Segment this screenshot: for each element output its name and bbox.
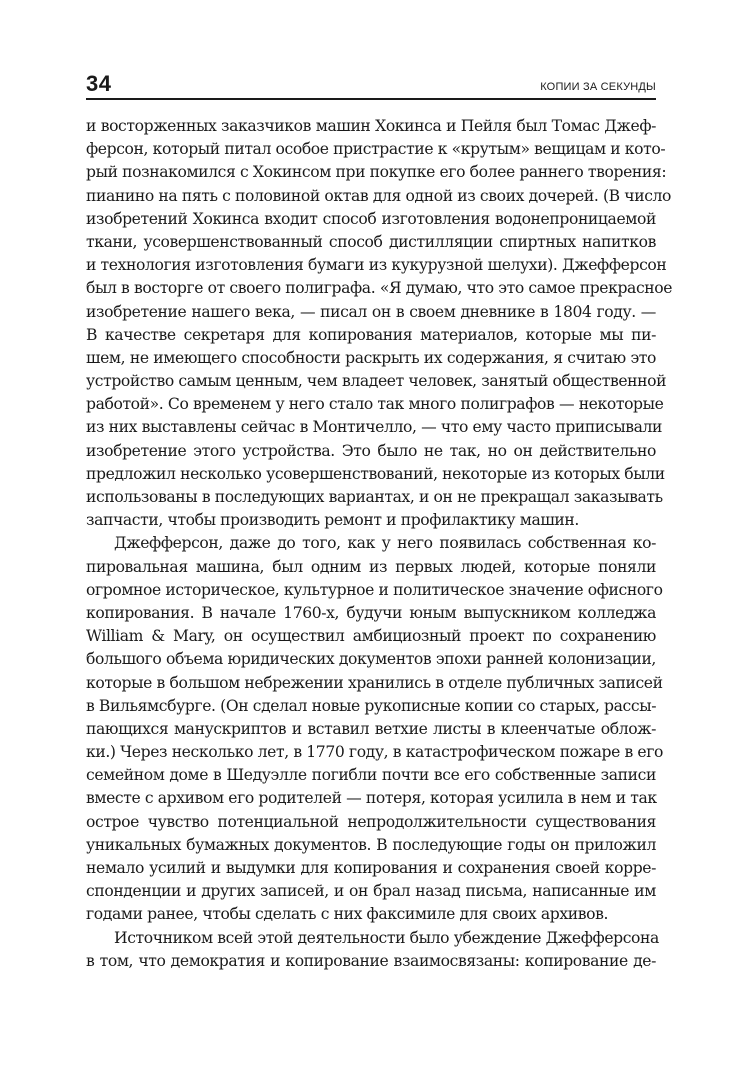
page-number: 34 [86,71,112,96]
text-line: ткани, усовершенствованный способ дистилляции спиртных напитков [86,232,656,251]
text-line: из них выставлены сейчас в Монтичелло, — что ему часто приписывали [86,418,663,437]
text-line: Джефферсон, даже до того, как у него появилась собственная ко- [114,534,656,553]
text-line: ферсон, который питал особое пристрастие к «крутым» вещицам и кото- [86,140,666,159]
running-title: КОПИИ ЗА СЕКУНДЫ [540,81,656,93]
text-line: большого объема юридических документов эпохи ранней колонизации, [86,650,656,669]
text-line: пировальная машина, был одним из первых людей, которые поняли [86,557,656,576]
text-line: ки.) Через несколько лет, в 1770 году, в катастрофическом пожаре в его [86,743,664,762]
text-line: огромное историческое, культурное и политическое значение офисного [86,580,663,599]
text-line: был в восторге от своего полиграфа. «Я думаю, что это самое прекрасное [86,279,673,298]
text-line: устройство самым ценным, чем владеет человек, занятый общественной [86,372,667,391]
text-line: шем, не имеющего способности раскрыть их содержания, я считаю это [86,348,656,367]
text-line: использованы в последующих вариантах, и он не прекращал заказывать [86,488,663,506]
text-line: немало усилий и выдумки для копирования и сохранения своей корре- [86,859,656,877]
text-line: пианино на пять с половиной октав для одной из своих дочерей. (В число [86,186,672,205]
text-line: запчасти, чтобы производить ремонт и профилактику машин. [86,511,579,530]
page-header [86,62,656,100]
text-line: в Вильямсбурге. (Он сделал новые рукописные копии со старых, рассы- [86,696,657,715]
text-line: пающихся манускриптов и вставил ветхие листы в клеенчатые облож- [86,719,656,738]
text-line: В качестве секретаря для копирования материалов, которые мы пи- [86,325,656,344]
text-line: рый познакомился с Хокинсом при покупке его более раннего творения: [86,163,667,182]
text-line: уникальных бумажных документов. В последующие годы он приложил [86,835,656,854]
text-line: спонденции и других записей, и он брал назад письма, написанные им [86,882,656,901]
text-line: в том, что демократия и копирование взаимосвязаны: копирование де- [86,951,656,970]
text-line: Источником всей этой деятельности было убеждение Джефферсона [114,928,659,947]
text-line: изобретение этого устройства. Это было не так, но он действительно [86,441,656,460]
text-line: семейном доме в Шедуэлле погибли почти все его собственные записи [86,766,656,785]
text-line: работой». Со временем у него стало так много полиграфов — некоторые [86,395,664,414]
body-text [86,115,673,973]
text-line: предложил несколько усовершенствований, некоторые из которых были [86,464,665,483]
text-line: изобретение нашего века, — писал он в своем дневнике в 1804 году. — [86,302,656,321]
paragraph-1 [86,115,673,532]
text-line: William & Mary, он осуществил амбициозный проект по сохранению [86,627,656,646]
text-line: острое чувство потенциальной непродолжительности существования [86,812,656,831]
text-line: копирования. В начале 1760-х, будучи юным выпускником колледжа [86,603,656,622]
paragraph-2 [86,532,664,926]
text-line: годами ранее, чтобы сделать с них факсимиле для своих архивов. [86,905,609,924]
text-line: вместе с архивом его родителей — потеря, которая усилила в нем и так [86,789,657,808]
text-line: и восторженных заказчиков машин Хокинса и Пейля был Томас Джеф- [86,117,656,135]
text-line: изобретений Хокинса входит способ изготовления водонепроницаемой [86,209,656,228]
text-line: которые в большом небрежении хранились в отделе публичных записей [86,673,663,692]
paragraph-3 [86,927,659,973]
text-line: и технология изготовления бумаги из кукурузной шелухи). Джефферсон [86,256,667,275]
